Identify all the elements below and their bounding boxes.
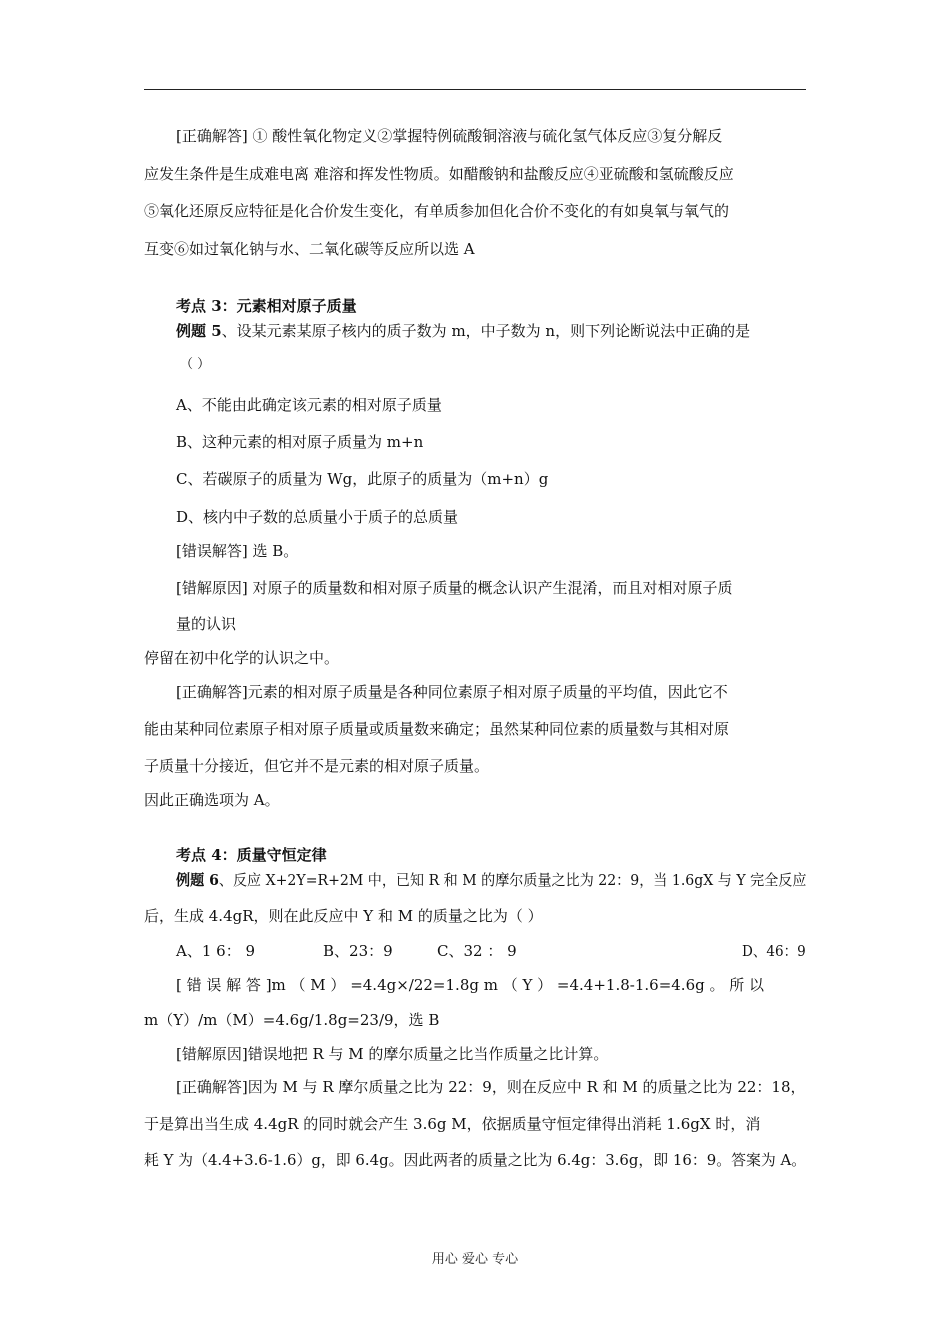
topic3-wrong-reason-3: 停留在初中化学的认识之中。 (144, 649, 340, 667)
topic4-example-line-2: 后，生成 4.4gR，则在此反应中 Y 和 M 的质量之比为（ ） (144, 907, 543, 925)
topic4-option-a: A、1 6： 9 (176, 942, 255, 960)
topic3-example-text: 、设某元素某原子核内的质子数为 m，中子数为 n，则下列论断说法中正确的是 (221, 322, 751, 340)
topic4-correct-1: [正确解答]因为 M 与 R 摩尔质量之比为 22：9，则在反应中 R 和 M 的质量之比为 22：18， (176, 1078, 806, 1096)
topic3-wrong-reason-1: [错解原因] 对原子的质量数和相对原子质量的概念认识产生混淆，而且对相对原子质 (176, 579, 733, 597)
topic3-example-label: 例题 5 (176, 322, 222, 340)
header-rule (144, 89, 806, 90)
topic4-example-text: 、反应 X+2Y=R+2M 中，已知 R 和 M 的摩尔质量之比为 22：9，当 1.6gX 与 Y 完全反应 (218, 871, 807, 889)
topic4-example-label: 例题 6 (176, 871, 219, 889)
topic4-option-d: D、46：9 (742, 942, 806, 960)
topic3-example (176, 321, 750, 341)
page-footer: 用心 爱心 专心 (431, 1252, 519, 1267)
topic4-heading: 考点 4：质量守恒定律 (176, 846, 327, 864)
topic3-option-c: C、若碳原子的质量为 Wg，此原子的质量为（m+n）g (176, 470, 549, 488)
topic4-option-c: C、32 ： 9 (437, 942, 517, 960)
topic3-option-a: A、不能由此确定该元素的相对原子质量 (176, 396, 442, 414)
topic3-wrong-reason-2: 量的认识 (176, 615, 237, 633)
topic4-wrong-answer-1: [ 错 误 解 答 ]m （ M ） =4.4g×/22=1.8g m （ Y ） =4.4+1.8-1.6=4.6g 。 所 以 (176, 976, 765, 994)
topic4-wrong-answer-2: m（Y）/m（M）=4.6g/1.8g=23/9，选 B (144, 1011, 440, 1029)
section-a-line-4: 互变⑥如过氧化钠与水、二氧化碳等反应所以选 A (144, 240, 475, 258)
topic4-wrong-reason: [错解原因]错误地把 R 与 M 的摩尔质量之比当作质量之比计算。 (176, 1045, 609, 1063)
topic3-correct-3: 子质量十分接近，但它并不是元素的相对原子质量。 (144, 757, 490, 775)
topic4-example (176, 870, 806, 890)
topic4-correct-2: 于是算出当生成 4.4gR 的同时就会产生 3.6g M，依据质量守恒定律得出消耗 1.6gX 时，消 (144, 1115, 761, 1133)
topic4-correct-3: 耗 Y 为（4.4+3.6-1.6）g，即 6.4g。因此两者的质量之比为 6.4g：3.6g，即 16：9。答案为 A。 (144, 1151, 807, 1169)
topic3-blank: （ ） (180, 357, 211, 372)
section-a-line-1: [正确解答] ① 酸性氧化物定义②掌握特例硫酸铜溶液与硫化氢气体反应③复分解反 (176, 127, 723, 145)
topic3-heading: 考点 3：元素相对原子质量 (176, 297, 357, 315)
topic3-correct-1: [正确解答]元素的相对原子质量是各种同位素原子相对原子质量的平均值，因此它不 (176, 683, 728, 701)
topic3-option-b: B、这种元素的相对原子质量为 m+n (176, 433, 424, 451)
topic4-option-b: B、23：9 (323, 942, 393, 960)
topic3-correct-4: 因此正确选项为 A。 (144, 791, 280, 809)
topic3-correct-2: 能由某种同位素原子相对原子质量或质量数来确定；虽然某种同位素的质量数与其相对原 (144, 720, 730, 738)
topic3-wrong-answer: [错误解答] 选 B。 (176, 542, 299, 560)
section-a-line-2: 应发生条件是生成难电离 难溶和挥发性物质。如醋酸钠和盐酸反应④亚硫酸和氢硫酸反应 (144, 165, 734, 183)
section-a-line-3: ⑤氧化还原反应特征是化合价发生变化，有单质参加但化合价不变化的有如臭氧与氧气的 (144, 202, 730, 220)
topic3-option-d: D、核内中子数的总质量小于质子的总质量 (176, 508, 459, 526)
